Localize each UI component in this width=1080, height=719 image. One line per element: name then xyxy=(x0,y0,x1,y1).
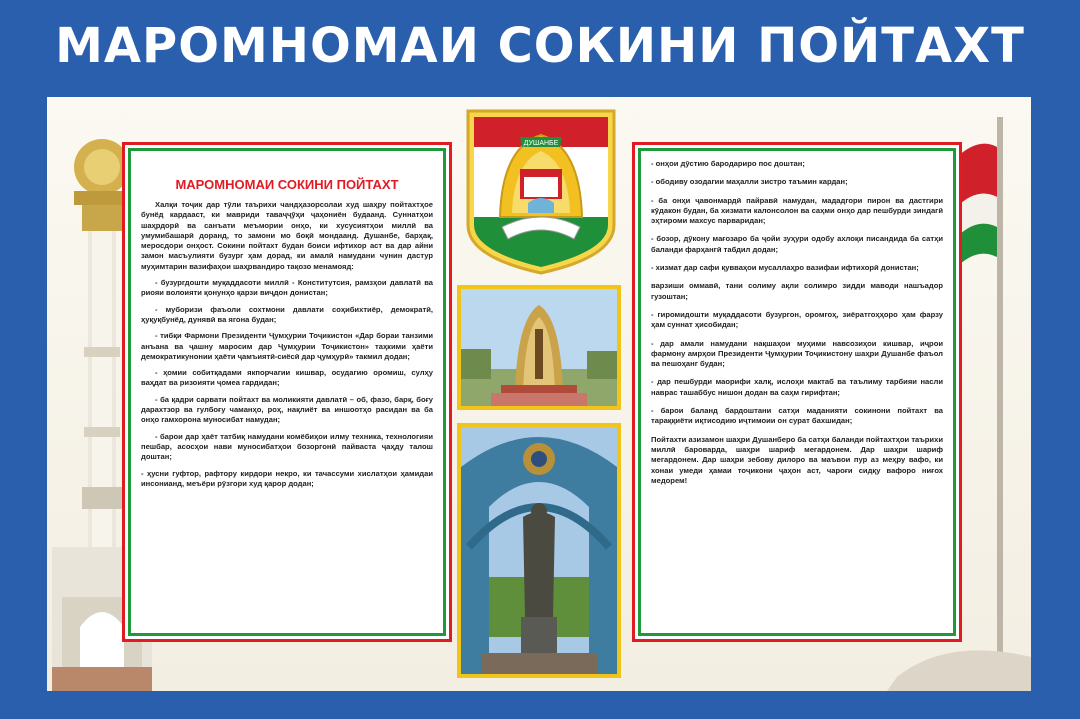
somoni-monument-photo xyxy=(457,285,621,410)
paragraph: Пойтахти азизамон шаҳри Душанберо ба сатҳи баланди пойтахтҳои таърихи миллӣ бароварда, шаҳри шариф мегардонем. Дар шаҳри шариф мегардонем. Дар шаҳри зебову дилоро ва маъвои пур аз меҳру вафо, ки хонаи умеди ҳамаи тоҷикони ҷаҳон аст, чароғи сидқу вафоро ниғох медорем! xyxy=(651,434,943,485)
paragraph: - ҳусни гуфтор, рафтору кирдори некро, ки тачассуми хислатҳои ҳамидаи инсонианд, меъёри рӯзгори худ қарор додан; xyxy=(141,468,433,488)
paragraph: - муборизи фаъоли сохтмони давлати соҳибихтиёр, демократӣ, ҳуқуқбунёд, дунявӣ ва ягона будан; xyxy=(141,304,433,324)
paragraph: - барои дар ҳаёт татбиқ намудани комёбиҳои илму техника, технологияи пешбар, асосҳои нави муносибатҳои бозоргонӣ пайваста ҷаҳду талош доштан; xyxy=(141,431,433,462)
paragraph: варзиши оммавӣ, тани солиму ақли солимро зидди маводи нашъадор гузоштан; xyxy=(651,281,943,301)
rudaki-monument-photo xyxy=(457,423,621,678)
right-text-panel xyxy=(632,142,962,642)
paragraph: - ба онҳи ҷавонмардӣ пайравӣ намудан, мададгори пирон ва дастгири кӯдакон будан, ба хизмати калонсолон ва саҳми онҳо дар пешбурди зиндагӣ эҳтироми махсус парваридан; xyxy=(651,195,943,226)
paragraph: - бузургдошти муқаддасоти миллӣ - Конститутсия, рамзҳои давлатӣ ва риояи волоияти қонунҳо қарзи виҷдон донистан; xyxy=(141,278,433,298)
paragraph: - ҳомии собитқадами якпорчагии кишвар, осудагию оромиш, сулҳу ваҳдат ва ризоияти ҷомеа гардидан; xyxy=(141,368,433,388)
paragraph: - бозор, дӯкону мағозаро ба ҷойи зуҳури одобу ахлоқи писандида ба сатҳи баланди фарҳангӣ табдил додан; xyxy=(651,234,943,254)
paragraph: - тибқи Фармони Президенти Ҷумҳурии Тоҷикистон «Дар бораи танзими анъана ва ҷашну маросим дар Ҷумҳурии Тоҷикистон» таҳкими ҳаёти демократикунонии ҳаёти ҷамъиятӣ-сиёсӣ дар ҷумҳурӣ» такмил додан; xyxy=(141,331,433,361)
paragraph: - барои баланд бардоштани сатҳи маданияти сокинони пойтахт ва тараққиёти иқтисодию иҷтимоии он сурат бахшидан; xyxy=(651,406,943,426)
paragraph: - ободиву озодагии маҳалли зистро таъмин кардан; xyxy=(651,177,848,187)
paragraph: - дар амали намудани нақшаҳои муҳими навсозиҳои кишвар, иҷрои фармону амрҳои Президенти Ҷумҳурии Тоҷикистону шаҳри Душанбе фаъол ва пешоҳанг будан; xyxy=(651,338,943,369)
left-text-panel xyxy=(122,142,452,642)
paragraph: - онҳои дӯстию бародариро пос доштан; xyxy=(651,159,805,168)
emblem-text: ДУШАНБЕ xyxy=(523,140,559,147)
paragraph: - гиромидошти муқаддасоти бузургон, оромгоҳ, зиёратгоҳҳоро ҳам фарзу ҳам суннат ҳисобидан; xyxy=(651,309,943,330)
poster-board xyxy=(47,97,1031,691)
paragraph: - дар пешбурди маорифи халқ, ислоҳи мактаб ва таълиму тарбияи насли наврас ташаббус нишон додан ва саҳм гирифтан; xyxy=(651,377,943,397)
dushanbe-emblem-icon xyxy=(462,107,620,277)
paragraph: Халқи тоҷик дар тӯли таърихи чандҳазорсолаи худ шаҳру пойтахтҳое бунёд кардааст, ки мавриди таваҷҷӯҳи ҷаҳониён будаанд. Суннатҳои шаҳрдорӣ ва санъати меъмории онҳо, ки хусусиятҳои миллӣ ва умумибашарӣ доранд, то замони мо боқӣ мондаанд. Душанбе, барҳақ, меросдори онҳост. Сокини пойтахт будан боиси ифтихор аст ва дар айни замон масъулияти бузург ҳам дорад, ки амалӣ намудани чунин дастур муҳимтарин вазифаҳои шаҳрвандиро тақозо менамояд: xyxy=(141,200,433,271)
paragraph: - хизмат дар сафи қувваҳои мусаллаҳро вазифаи ифтихорӣ донистан; xyxy=(651,263,919,273)
page-title: МАРОМНОМАИ СОКИНИ ПОЙТАХТ xyxy=(55,18,1025,74)
paragraph: - ба қадри сарвати пойтахт ва моликияти давлатӣ – об, фазо, барқ, боғу дарахтзор ва гулбоғу чаманҳо, роҳ, нақлиёт ва иншоотҳо расидан ва ба онҳо гамхорона муносибат намудан; xyxy=(141,394,433,425)
panel-title: МАРОМНОМАИ СОКИНИ ПОЙТАХТ xyxy=(175,177,399,192)
